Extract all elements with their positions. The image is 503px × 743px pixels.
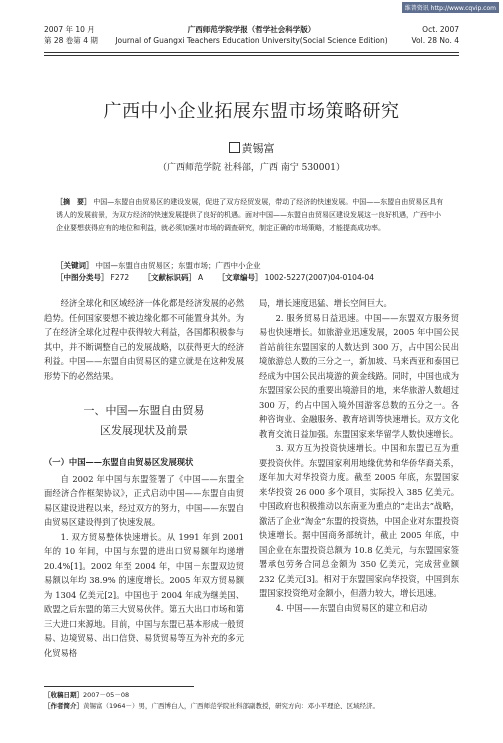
paragraph: 局，增长速度迅猛、增长空间巨大。 (259, 298, 392, 308)
author-bio-text: 黄锡富（1964－）男，广西博白人，广西师范学院社科部副教授，研究方向：邓小平理论、区域经济。 (83, 702, 380, 710)
keywords-line (56, 260, 447, 272)
keywords-label: ［关键词］ (56, 261, 94, 270)
header-right (411, 24, 459, 46)
author-name: 黄锡富 (241, 142, 275, 155)
keywords-text: 中国—东盟自由贸易区；东盟市场；广西中小企业 (95, 261, 261, 270)
header-rule-thick (44, 52, 459, 53)
article-title: 广西中小企业拓展东盟市场策略研究 (103, 101, 400, 122)
header-date: 2007 年 10 月 (44, 25, 95, 34)
article-meta (56, 260, 447, 284)
doc-code-value: A (198, 273, 204, 282)
subsection-heading: （一）中国——东盟自由贸易区发展现状 (44, 457, 194, 467)
article-no-value: 1002-5227(2007)04-0104-04 (264, 273, 374, 282)
author-marker-box (229, 142, 240, 153)
paragraph: 4. 中国——东盟自由贸易区的建立和启动 (275, 602, 428, 613)
intro-paragraph: 经济全球化和区域经济一体化都是经济发展的必然趋势。任何国家要想不被边缘化都不可能置身其外。为了在经济全球化过程中获得较大利益，各国都积极参与其中，并不断调整自己的发展战略，以获得更大的经济利益。中国——东盟自由贸易区的建立就是在这种发展形势下的必然结果。 (44, 298, 244, 381)
received-date: 2007－05－08 (83, 691, 130, 699)
header-volume-en: Vol. 28 No. 4 (411, 36, 459, 45)
affiliation: （广西师范学院 社科部，广西 南宁 530001） (158, 163, 345, 173)
header-center (44, 24, 459, 46)
doc-code-label: ［文献标识码］ (143, 273, 197, 282)
article-no-label: ［文章编号］ (217, 273, 263, 282)
journal-name-en: Journal of Guangxi Teachers Education University(Social Science Edition) (115, 36, 388, 45)
received-label: ［收稿日期］ (44, 691, 83, 699)
footnote (44, 690, 459, 712)
header-rule-thin (44, 55, 459, 56)
author-bio-label: ［作者简介］ (44, 702, 83, 710)
header-date-en: Oct. 2007 (422, 25, 459, 34)
received-line (44, 690, 459, 701)
body-column-right (259, 296, 459, 615)
paragraph: 3. 双方互为投资快速增长。中国和东盟已互为重要投资伙伴。东盟国家利用地缘优势和华侨华裔关系，逐年加大对华投资力度。截至 2005 年底，东盟国家来华投资 26 000 多个项目，实际投入 385 亿美元。中国政府也积极推动以东南亚为重点的“走出去”战略，激活了企业“淘金”东盟的投资热，中国企业对东盟投资快速增长。据中国商务部统计，截止 2005 年底，中国企业在东盟投资总额为 10.8 亿美元，与东盟国家签署承包劳务合同总金额为 350 亿美元，完成营业额 232 亿美元[3]。相对于东盟国家向华投资，中国到东盟国家投资绝对金额小，但潜力较大，增长迅速。 (259, 443, 459, 598)
footnote-rule (44, 686, 194, 687)
abstract (56, 196, 447, 235)
abstract-label: ［摘 要］ (56, 198, 91, 206)
author-bio-line (44, 701, 459, 712)
section-heading-line-2: 区发展现状及前景 (100, 424, 188, 437)
body-column-left (44, 296, 244, 660)
author-line (0, 140, 503, 156)
paragraph: 1. 双方贸易整体快速增长。从 1991 年到 2001 年的 10 年间，中国与东盟的进出口贸易额年均递增 20.4%[1]。2002 年至 2004 年，中国－东盟双边贸易额以年均 38.9% 的速度增长。2005 年双方贸易额为 1304 亿美元[2]。中国也于 2004 年成为继美国、欧盟之后东盟的第三大贸易伙伴。第五大出口市场和第三大进口来源地。目前，中国与东盟已基本形成一般贸易、边境贸易、出口信贷、易货贸易等互为补充的多元化贸易格 (44, 531, 244, 658)
codes-line (56, 272, 447, 284)
classification-value: F272 (110, 273, 130, 282)
section-heading-line-1: 一、中国—东盟自由贸易 (83, 404, 205, 417)
section-heading-1 (44, 401, 244, 441)
watermark-badge: 维普资讯 http://www.cqvip.com (402, 2, 499, 13)
running-header (44, 24, 459, 50)
classification-label: ［中图分类号］ (56, 273, 109, 282)
header-volume: 第 28 卷第 4 期 (44, 36, 98, 45)
abstract-text: 中国—东盟自由贸易区的建设发展，促进了双方经贸发展，带动了经济的快速发展。中国——东盟自由贸易区具有诱人的发展前景，为双方经济的快速发展提供了良好的机遇。面对中国——东盟自由贸易区建设发展这一良好机遇，广西中小企业要想获得应有的地位和利益，就必须加强对市场的调查研究，制定正确的市场策略，才能提高成功率。 (56, 198, 444, 232)
paragraph: 自 2002 年中国与东盟签署了《中国——东盟全面经济合作框架协议》，正式启动中国——东盟自由贸易区建设进程以来，经过双方的努力，中国——东盟自由贸易区建设得到了快速发展。 (44, 473, 244, 527)
journal-name-cn: 广西师范学院学报（哲学社会科学版） (187, 25, 316, 34)
paragraph: 2. 服务贸易日益迅速。中国——东盟双方服务贸易也快速增长。如旅游业迅速发展，2005 年中国公民首站前往东盟国家的人数达到 300 万，占中国公民出境旅游总人数的三分之一，新加坡、马来西亚和泰国已经成为中国公民出境游的黄金线路。同时，中国也成为东盟国家公民的重要出境游目的地，来华旅游人数超过 300 万，约占中国入境外国游客总数的五分之一。各种咨询业、金融服务、教育培训等快速增长。双方文化教育交流日益加强。东盟国家来华留学人数快速增长。 (259, 312, 459, 439)
